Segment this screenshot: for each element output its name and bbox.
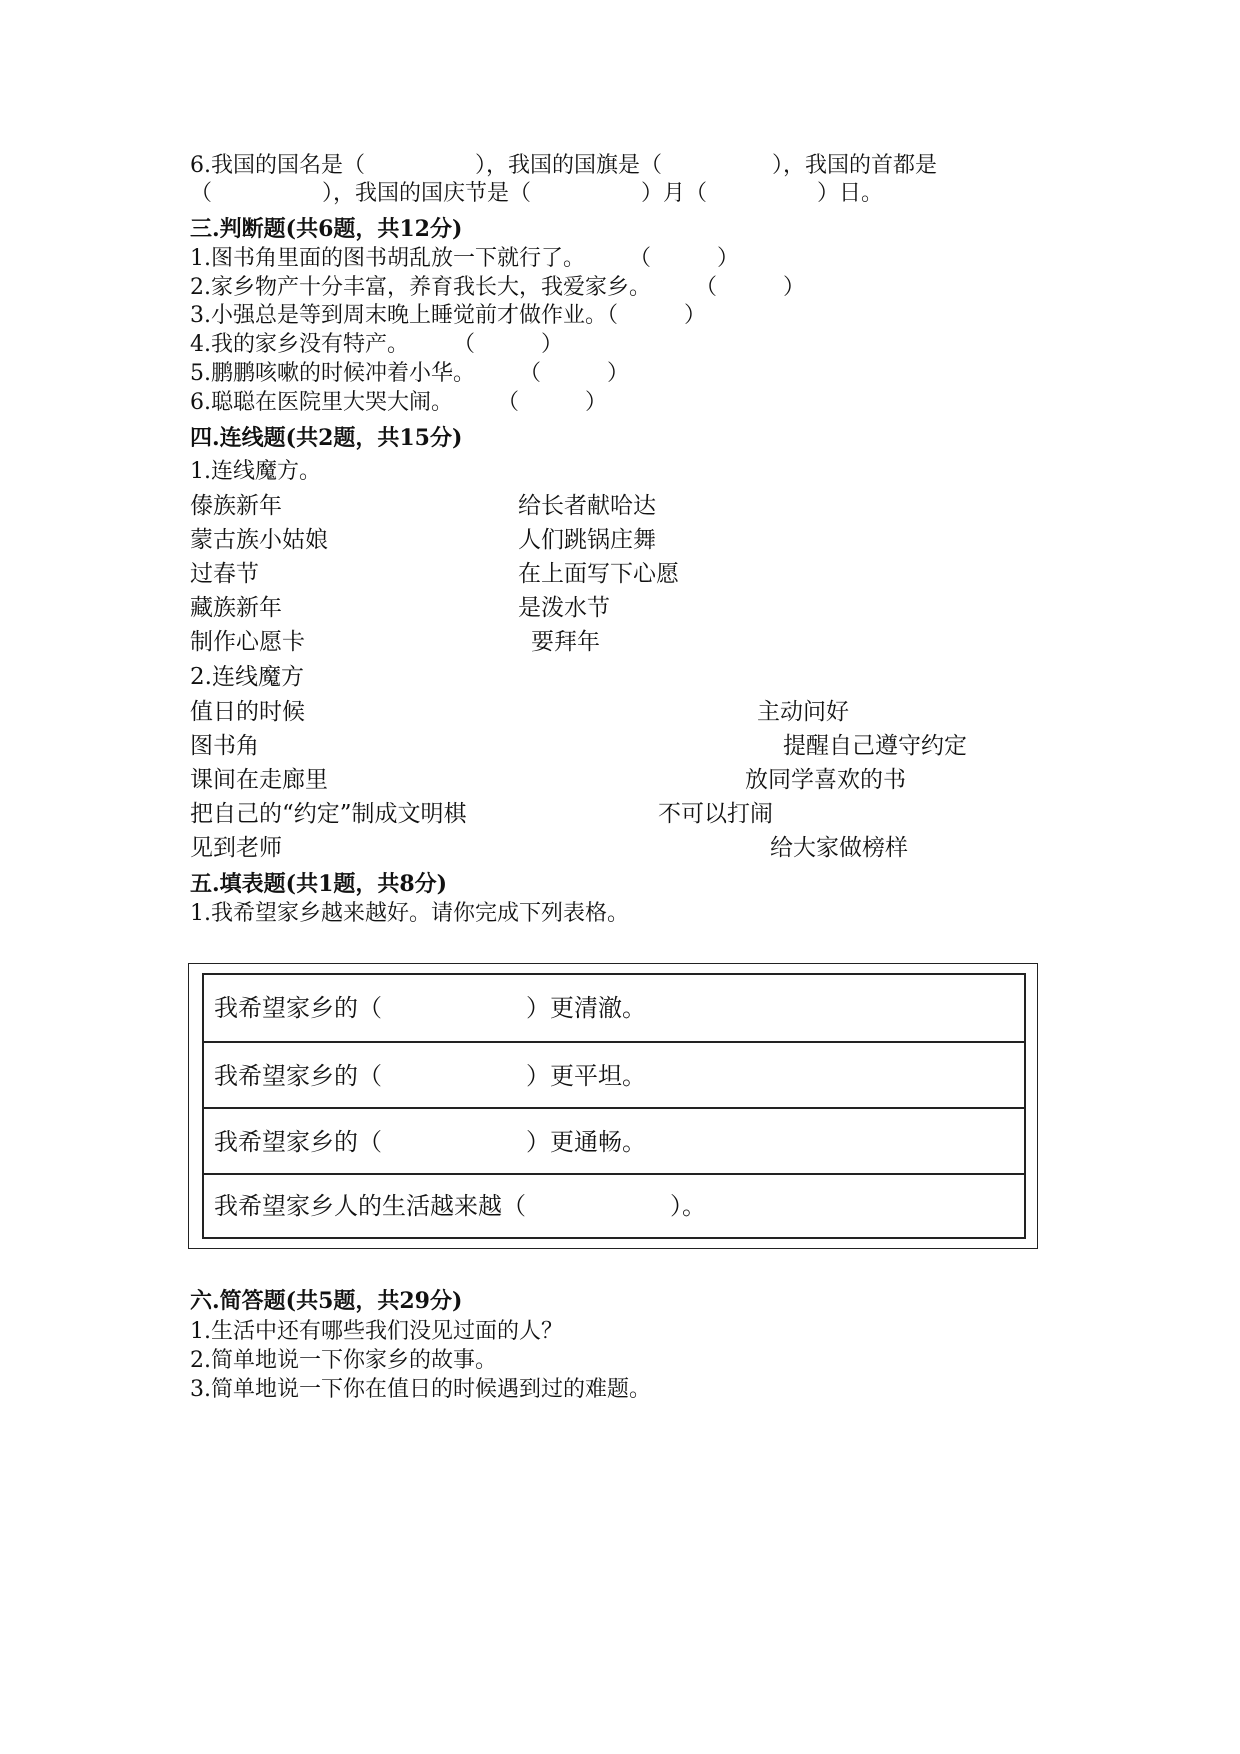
match-1-left-5: 制作心愿卡 — [190, 629, 305, 655]
match-2-right-5: 给大家做榜样 — [770, 835, 908, 861]
match-1-right-5: 要拜年 — [531, 629, 600, 655]
match-question-2-title: 2.连线魔方 — [190, 664, 304, 690]
section-4-heading: 四.连线题(共2题，共15分) — [190, 425, 463, 451]
judge-item-6: 6.聪聪在医院里大哭大闹。 （ ） — [190, 390, 607, 415]
judge-item-1: 1.图书角里面的图书胡乱放一下就行了。 （ ） — [190, 246, 739, 271]
section-3-heading: 三.判断题(共6题，共12分) — [190, 216, 463, 242]
judge-item-4: 4.我的家乡没有特产。 （ ） — [190, 332, 563, 357]
match-2-right-4: 不可以打闹 — [658, 801, 773, 827]
match-2-left-1: 值日的时候 — [190, 699, 305, 725]
fill-question-6-line-2: （ ），我国的国庆节是（ ）月（ ）日。 — [190, 181, 884, 206]
judge-item-2: 2.家乡物产十分丰富，养育我长大，我爱家乡。 （ ） — [190, 275, 805, 300]
match-1-right-4: 是泼水节 — [518, 595, 610, 621]
section-5-heading: 五.填表题(共1题，共8分) — [190, 871, 448, 897]
match-1-left-3: 过春节 — [190, 561, 259, 587]
table-question-1: 1.我希望家乡越来越好。请你完成下列表格。 — [190, 901, 629, 926]
table-row-1[interactable]: 我希望家乡的（ ）更清澈。 — [214, 994, 646, 1022]
judge-item-5: 5.鹏鹏咳嗽的时候冲着小华。 （ ） — [190, 361, 629, 386]
fill-question-6-line-1: 6.我国的国名是（ ），我国的国旗是（ ），我国的首都是 — [190, 153, 937, 178]
table-row-4[interactable]: 我希望家乡人的生活越来越（ ）。 — [202, 1173, 1026, 1237]
short-answer-2: 2.简单地说一下你家乡的故事。 — [190, 1348, 497, 1373]
match-1-right-1: 给长者献哈达 — [518, 493, 656, 519]
short-answer-1: 1.生活中还有哪些我们没见过面的人？ — [190, 1319, 563, 1344]
match-2-right-2: 提醒自己遵守约定 — [783, 733, 967, 759]
match-1-right-3: 在上面写下心愿 — [518, 561, 679, 587]
match-2-left-2: 图书角 — [190, 733, 259, 759]
match-2-right-1: 主动问好 — [757, 699, 849, 725]
match-2-left-4: 把自己的“约定”制成文明棋 — [190, 801, 467, 827]
match-question-1-title: 1.连线魔方。 — [190, 459, 321, 484]
section-6-heading: 六.简答题(共5题，共29分) — [190, 1288, 463, 1314]
judge-item-3: 3.小强总是等到周末晚上睡觉前才做作业。（ ） — [190, 303, 706, 328]
match-1-left-1: 傣族新年 — [190, 493, 282, 519]
table-row-3[interactable]: 我希望家乡的（ ）更通畅。 — [202, 1107, 1026, 1173]
match-1-left-4: 藏族新年 — [190, 595, 282, 621]
short-answer-3: 3.简单地说一下你在值日的时候遇到过的难题。 — [190, 1377, 651, 1402]
table-row-2[interactable]: 我希望家乡的（ ）更平坦。 — [202, 1041, 1026, 1107]
match-1-right-2: 人们跳锅庄舞 — [518, 527, 656, 553]
match-1-left-2: 蒙古族小姑娘 — [190, 527, 328, 553]
match-2-left-3: 课间在走廊里 — [190, 767, 328, 793]
match-2-left-5: 见到老师 — [190, 835, 282, 861]
match-2-right-3: 放同学喜欢的书 — [745, 767, 906, 793]
